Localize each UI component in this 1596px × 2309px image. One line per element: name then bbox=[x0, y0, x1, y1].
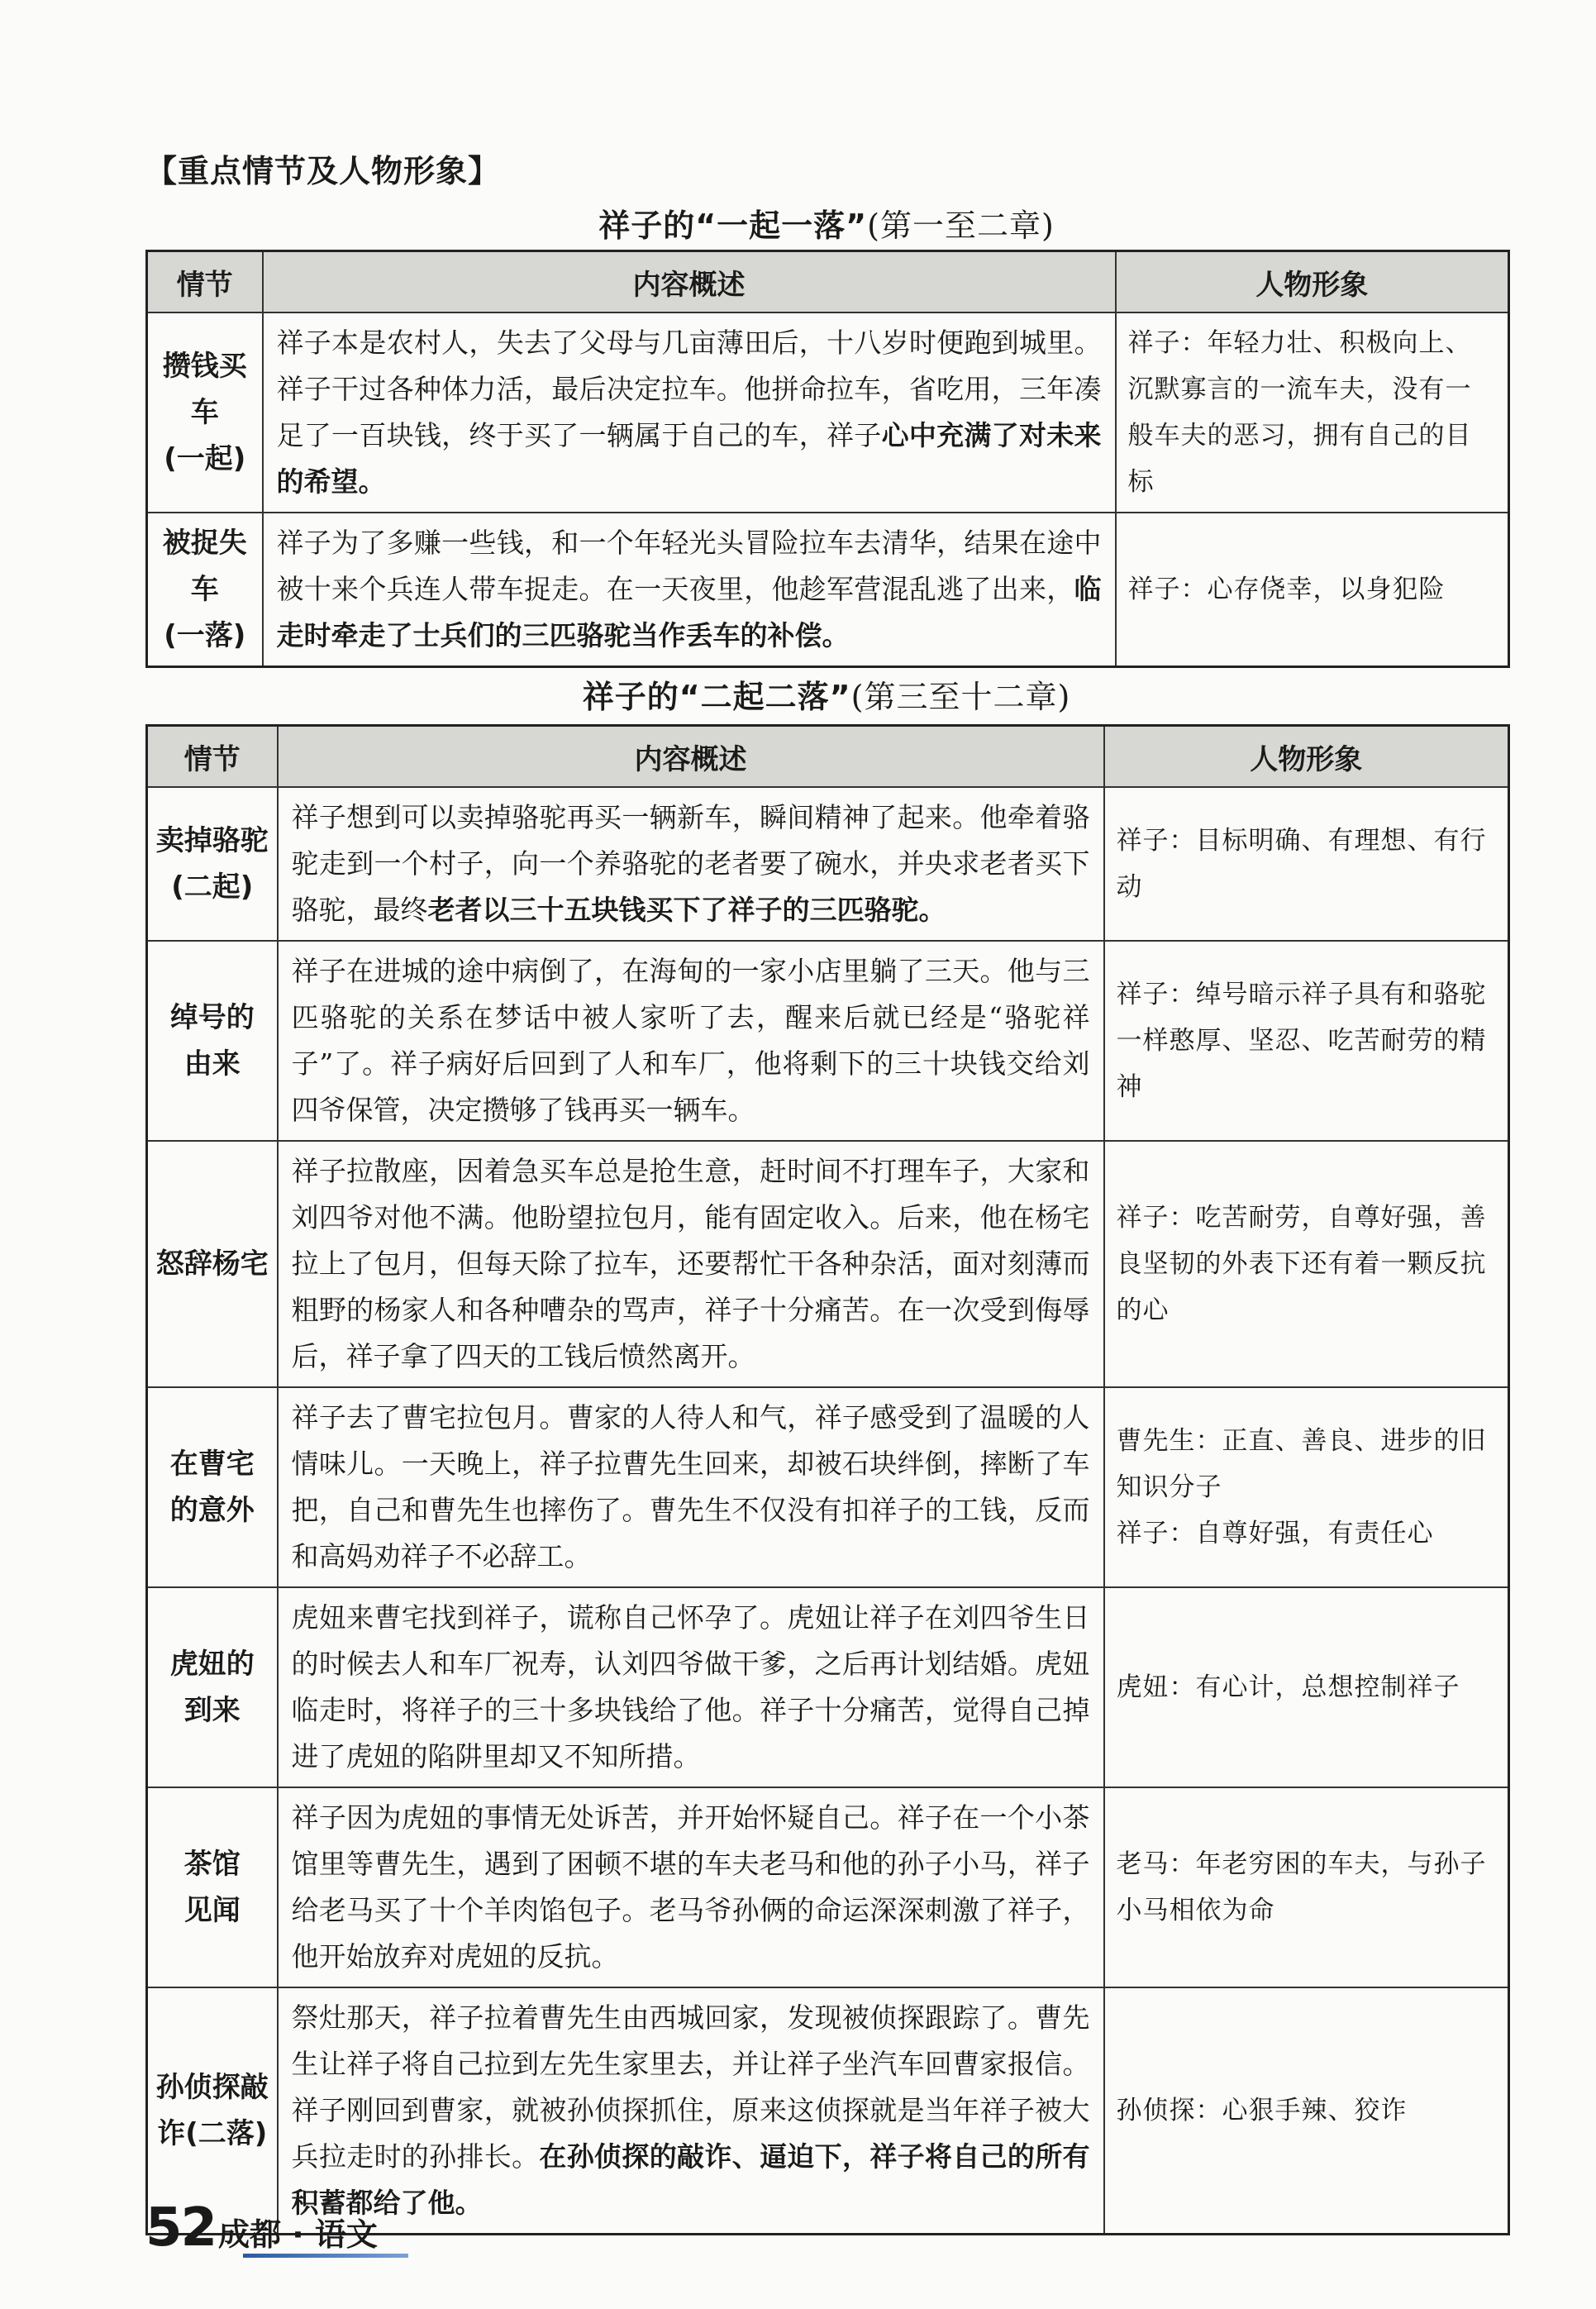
plot-cell bbox=[147, 787, 278, 941]
plot-line: 绰号的 bbox=[169, 1001, 255, 1034]
plot-line: 被捉失车 bbox=[162, 527, 247, 606]
table2-chapters: (第三至十二章) bbox=[850, 679, 1071, 715]
plot-line: 攒钱买车 bbox=[162, 350, 247, 429]
plot-cell bbox=[147, 1587, 278, 1787]
table-row bbox=[147, 787, 1509, 941]
header-plot: 情节 bbox=[147, 251, 263, 313]
image-text: 祥子：绰号暗示祥子具有和骆驼一样憨厚、坚忍、吃苦耐劳的精神 bbox=[1116, 980, 1487, 1102]
table2-header-row bbox=[147, 726, 1509, 788]
content-cell bbox=[278, 1587, 1104, 1787]
table1-chapters: (第一至二章) bbox=[867, 208, 1055, 244]
content-bold-text: 临走时牵走了士兵们的三匹骆驼当作丢车的补偿。 bbox=[276, 573, 1102, 651]
footer-label: 成都 · 语文 bbox=[218, 2216, 378, 2253]
content-text: 祥子本是农村人，失去了父母与几亩薄田后，十八岁时便跑到城里。祥子干过各种体力活，最后决定拉车。他拼命拉车，省吃用，三年凑足了一百块钱，终于买了一辆属于自己的车，祥子 bbox=[276, 327, 1102, 451]
image-text: 祥子：吃苦耐劳，自尊好强，善良坚韧的外表下还有着一颗反抗的心 bbox=[1116, 1203, 1487, 1325]
plot-line: (一落) bbox=[164, 619, 246, 652]
header-plot: 情节 bbox=[147, 726, 278, 788]
plot-line: 到来 bbox=[183, 1694, 241, 1727]
plot-line: 孙侦探敲 bbox=[155, 2071, 269, 2104]
table2 bbox=[145, 724, 1510, 2235]
plot-cell bbox=[147, 1787, 278, 1987]
table-row bbox=[147, 1987, 1509, 2235]
plot-line: (一起) bbox=[164, 442, 246, 475]
table2-title-text: 祥子的“二起二落” bbox=[582, 679, 851, 715]
table-row bbox=[147, 1387, 1509, 1587]
table-row bbox=[147, 312, 1509, 513]
plot-line: 见闻 bbox=[183, 1894, 241, 1927]
content-cell bbox=[278, 1987, 1104, 2235]
image-cell bbox=[1104, 1387, 1509, 1587]
page-number: 52 bbox=[145, 2197, 217, 2259]
content-cell bbox=[278, 1387, 1104, 1587]
content-bold-text: 老者以三十五块钱买下了祥子的三匹骆驼。 bbox=[427, 894, 946, 926]
table-row bbox=[147, 941, 1509, 1141]
table1-header-row bbox=[147, 251, 1509, 313]
image-text: 祥子：自尊好强，有责任心 bbox=[1116, 1519, 1434, 1548]
plot-line: 卖掉骆驼 bbox=[155, 824, 269, 857]
content-cell bbox=[278, 941, 1104, 1141]
image-text: 曹先生：正直、善良、进步的旧知识分子 bbox=[1116, 1426, 1487, 1502]
image-cell bbox=[1104, 1787, 1509, 1987]
image-cell bbox=[1104, 941, 1509, 1141]
header-image: 人物形象 bbox=[1104, 726, 1509, 788]
image-cell bbox=[1104, 1987, 1509, 2235]
content-cell bbox=[263, 312, 1116, 513]
content-text: 祥子在进城的途中病倒了，在海甸的一家小店里躺了三天。他与三匹骆驼的关系在梦话中被人家听了去，醒来后就已经是“骆驼祥子”了。祥子病好后回到了人和车厂，他将剩下的三十块钱交给刘四爷保管，决定攒够了钱再买一辆车。 bbox=[291, 955, 1090, 1126]
image-text: 祥子：年轻力壮、积极向上、沉默寡言的一流车夫，没有一般车夫的恶习，拥有自己的目标 bbox=[1127, 328, 1472, 497]
content-cell bbox=[263, 513, 1116, 667]
table-row bbox=[147, 1141, 1509, 1387]
plot-cell bbox=[147, 513, 263, 667]
plot-line: 在曹宅 bbox=[169, 1448, 255, 1481]
header-content: 内容概述 bbox=[263, 251, 1116, 313]
content-text: 祥子去了曹宅拉包月。曹家的人待人和气，祥子感受到了温暖的人情味儿。一天晚上，祥子拉曹先生回来，却被石块绊倒，摔断了车把，自己和曹先生也摔伤了。曹先生不仅没有扣祥子的工钱，反而和高妈劝祥子不必辞工。 bbox=[291, 1401, 1090, 1572]
content-text: 祥子为了多赚一些钱，和一个年轻光头冒险拉车去清华，结果在途中被十来个兵连人带车捉走。在一天夜里，他趁军营混乱逃了出来， bbox=[276, 527, 1102, 605]
table1-title-text: 祥子的“一起一落” bbox=[598, 208, 868, 244]
content-bold-text: 心中充满了对未来的希望。 bbox=[276, 419, 1102, 498]
content-text: 祥子想到可以卖掉骆驼再买一辆新车，瞬间精神了起来。他牵着骆驼走到一个村子，向一个养骆驼的老者要了碗水，并央求老者买下骆驼，最终 bbox=[291, 801, 1090, 926]
content-text: 祭灶那天，祥子拉着曹先生由西城回家，发现被侦探跟踪了。曹先生让祥子将自己拉到左先生家里去，并让祥子坐汽车回曹家报信。祥子刚回到曹家，就被孙侦探抓住，原来这侦探就是当年祥子被大兵拉走时的孙排长。 bbox=[291, 2001, 1090, 2173]
image-text: 祥子：心存侥幸，以身犯险 bbox=[1127, 575, 1446, 604]
content-cell bbox=[278, 1141, 1104, 1387]
image-text: 孙侦探：心狠手辣、狡诈 bbox=[1116, 2096, 1408, 2125]
header-content: 内容概述 bbox=[278, 726, 1104, 788]
plot-line: 怒辞杨宅 bbox=[155, 1248, 269, 1281]
image-text: 老马：年老穷困的车夫，与孙子小马相依为命 bbox=[1116, 1849, 1487, 1925]
plot-line: 由来 bbox=[183, 1047, 241, 1081]
plot-line: 的意外 bbox=[169, 1494, 255, 1527]
table2-title bbox=[145, 671, 1508, 717]
plot-cell bbox=[147, 1141, 278, 1387]
plot-cell bbox=[147, 1387, 278, 1587]
plot-line: 诈(二落) bbox=[157, 2117, 268, 2150]
image-text: 虎妞：有心计，总想控制祥子 bbox=[1116, 1672, 1460, 1702]
table-row bbox=[147, 1587, 1509, 1787]
table-row bbox=[147, 1787, 1509, 1987]
content-text: 祥子拉散座，因着急买车总是抢生意，赶时间不打理车子，大家和刘四爷对他不满。他盼望拉包月，能有固定收入。后来，他在杨宅拉上了包月，但每天除了拉车，还要帮忙干各种杂活，面对刻薄而粗野的杨家人和各种嘈杂的骂声，祥子十分痛苦。在一次受到侮辱后，祥子拿了四天的工钱后愤然离开。 bbox=[291, 1155, 1090, 1372]
image-cell bbox=[1116, 513, 1509, 667]
table1-title bbox=[145, 200, 1508, 246]
content-bold-text: 在孙侦探的敲诈、逼迫下，祥子将自己的所有积蓄都给了他。 bbox=[291, 2140, 1090, 2219]
content-cell bbox=[278, 787, 1104, 941]
image-cell bbox=[1116, 312, 1509, 513]
plot-line: 茶馆 bbox=[183, 1848, 241, 1881]
table-row bbox=[147, 513, 1509, 667]
content-cell bbox=[278, 1787, 1104, 1987]
content-text: 祥子因为虎妞的事情无处诉苦，并开始怀疑自己。祥子在一个小茶馆里等曹先生，遇到了困顿不堪的车夫老马和他的孙子小马，祥子给老马买了十个羊肉馅包子。老马爷孙俩的命运深深刺激了祥子，他开始放弃对虎妞的反抗。 bbox=[291, 1801, 1090, 1973]
image-cell bbox=[1104, 787, 1509, 941]
plot-line: 虎妞的 bbox=[169, 1648, 255, 1681]
header-image: 人物形象 bbox=[1116, 251, 1509, 313]
image-text: 祥子：目标明确、有理想、有行动 bbox=[1116, 826, 1487, 902]
content-text: 虎妞来曹宅找到祥子，谎称自己怀孕了。虎妞让祥子在刘四爷生日的时候去人和车厂祝寿，认刘四爷做干爹，之后再计划结婚。虎妞临走时，将祥子的三十多块钱给了他。祥子十分痛苦，觉得自己掉进了虎妞的陷阱里却又不知所措。 bbox=[291, 1601, 1090, 1772]
section-heading: 【重点情节及人物形象】 bbox=[145, 153, 501, 189]
image-cell bbox=[1104, 1587, 1509, 1787]
plot-line: (二起) bbox=[171, 871, 254, 904]
image-cell bbox=[1104, 1141, 1509, 1387]
plot-cell bbox=[147, 941, 278, 1141]
table1 bbox=[145, 250, 1510, 668]
footer-underline bbox=[243, 2254, 408, 2258]
plot-cell bbox=[147, 312, 263, 513]
